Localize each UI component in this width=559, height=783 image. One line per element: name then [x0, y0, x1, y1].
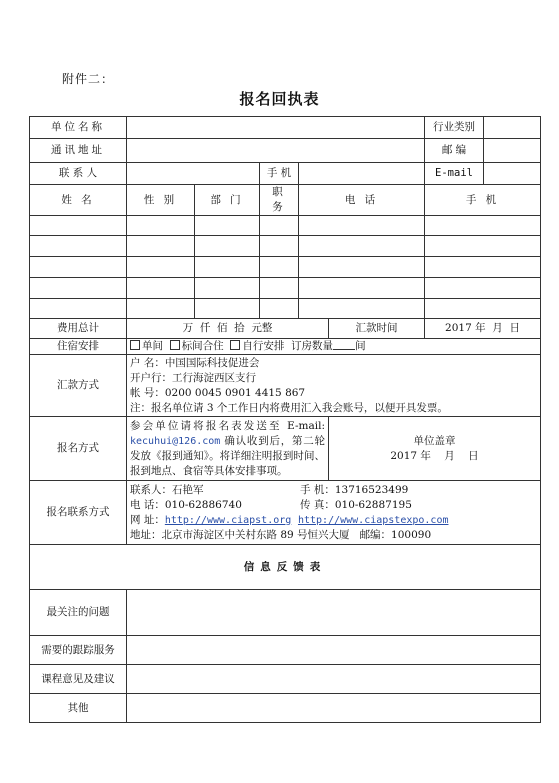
unit-name-row [30, 117, 541, 139]
participant-name-cell[interactable] [30, 257, 127, 278]
account-number: 帐 号：0200 0045 0901 4415 867 [130, 386, 306, 399]
postcode-label: 邮 编 [425, 139, 484, 163]
contact-fax: 传 真：010-62887195 [300, 498, 412, 511]
mobile-field[interactable] [299, 163, 425, 185]
website-link-1[interactable]: http://www.ciapst.org [164, 514, 292, 526]
website-link-2[interactable]: http://www.ciapstexpo.com [297, 514, 449, 526]
remit-row [30, 355, 541, 417]
contact-info-label: 报名联系方式 [30, 481, 127, 545]
feedback-q1-field[interactable] [127, 590, 541, 636]
contact-mobile: 手 机：13716523499 [300, 483, 409, 496]
single-room-label: 单间 [142, 340, 163, 352]
feedback-q2-label: 需要的跟踪服务 [30, 636, 127, 665]
feedback-row [30, 665, 541, 694]
contact-line-1 [130, 483, 537, 498]
website-label: 网 址： [130, 513, 165, 526]
participant-phone-cell[interactable] [299, 257, 425, 278]
feedback-row [30, 590, 541, 636]
col-header-position: 职 务 [260, 185, 299, 216]
feedback-q4-label: 其他 [30, 694, 127, 723]
remit-details [127, 355, 541, 417]
email-label: E-mail [425, 163, 484, 185]
feedback-title-row [30, 545, 541, 590]
contact-line-4 [130, 528, 537, 543]
participant-position-cell[interactable] [260, 236, 299, 257]
feedback-title: 信息反馈表 [30, 545, 541, 590]
contact-person: 联系人：石艳军 [130, 483, 204, 496]
self-arrange-label: 自行安排 [242, 340, 285, 352]
signup-method-label: 报名方式 [30, 417, 127, 481]
participants-header-row [30, 185, 541, 216]
feedback-q3-label: 课程意见及建议 [30, 665, 127, 694]
participant-phone-cell[interactable] [299, 216, 425, 236]
fee-total-label: 费用总计 [30, 319, 127, 339]
signup-text-before: 参会单位请将报名表发送至 E-mail: [130, 419, 325, 432]
participant-name-cell[interactable] [30, 278, 127, 299]
participant-position-cell[interactable] [260, 299, 299, 319]
room-count-field[interactable] [333, 339, 355, 350]
seal-cell [329, 417, 541, 481]
signup-row [30, 417, 541, 481]
mobile-label: 手 机 [260, 163, 299, 185]
postcode-field[interactable] [484, 139, 541, 163]
shared-room-label: 标间合住 [181, 340, 224, 352]
participant-name-cell[interactable] [30, 216, 127, 236]
address-row [30, 139, 541, 163]
participant-department-cell[interactable] [195, 278, 260, 299]
signup-text-after: 确认收到后，第二轮发放《报到通知》。将详细注明报到时间、报到地点、食宿等具体安排事项。 [130, 434, 325, 477]
participant-gender-cell[interactable] [127, 257, 195, 278]
room-unit-label: 间 [355, 340, 366, 352]
feedback-row [30, 694, 541, 723]
participant-position-cell[interactable] [260, 278, 299, 299]
room-count-label: 订房数量 [291, 340, 334, 352]
participant-department-cell[interactable] [195, 236, 260, 257]
participant-mobile-cell[interactable] [425, 299, 541, 319]
participant-row [30, 278, 541, 299]
fee-amount-units[interactable]: 万 仟 佰 拾 元整 [127, 319, 329, 339]
signup-instructions [127, 417, 329, 481]
participant-department-cell[interactable] [195, 216, 260, 236]
contact-postcode: 邮编：100090 [359, 528, 432, 541]
attachment-label: 附件二： [62, 72, 115, 86]
feedback-q2-field[interactable] [127, 636, 541, 665]
participant-mobile-cell[interactable] [425, 216, 541, 236]
participant-gender-cell[interactable] [127, 236, 195, 257]
participant-mobile-cell[interactable] [425, 236, 541, 257]
contact-line-2 [130, 498, 537, 513]
contact-info-row [30, 481, 541, 545]
contact-person-label: 联 系 人 [30, 163, 127, 185]
participant-gender-cell[interactable] [127, 216, 195, 236]
lodging-options [127, 339, 541, 355]
shared-room-checkbox[interactable] [170, 340, 180, 350]
self-arrange-checkbox[interactable] [230, 340, 240, 350]
single-room-checkbox[interactable] [130, 340, 140, 350]
seal-date: 2017 年 月 日 [390, 449, 479, 462]
signup-email-link[interactable]: kecuhui@126.com [130, 435, 221, 447]
participant-gender-cell[interactable] [127, 278, 195, 299]
address-field[interactable] [127, 139, 425, 163]
remit-method-label: 汇款方式 [30, 355, 127, 417]
unit-name-label: 单位名称 [30, 117, 127, 139]
participant-mobile-cell[interactable] [425, 257, 541, 278]
lodging-row [30, 339, 541, 355]
address-label: 通讯地址 [30, 139, 127, 163]
feedback-q3-field[interactable] [127, 665, 541, 694]
col-header-mobile: 手 机 [425, 185, 541, 216]
participant-mobile-cell[interactable] [425, 278, 541, 299]
contact-row [30, 163, 541, 185]
col-header-department: 部 门 [195, 185, 260, 216]
col-header-gender: 性 别 [127, 185, 195, 216]
lodging-label: 住宿安排 [30, 339, 127, 355]
participant-position-cell[interactable] [260, 216, 299, 236]
participant-phone-cell[interactable] [299, 236, 425, 257]
participant-position-cell[interactable] [260, 257, 299, 278]
contact-person-field[interactable] [127, 163, 260, 185]
contact-line-3 [130, 513, 537, 528]
participant-phone-cell[interactable] [299, 299, 425, 319]
participant-row [30, 257, 541, 278]
feedback-q1-label: 最关注的问题 [30, 590, 127, 636]
participant-gender-cell[interactable] [127, 299, 195, 319]
contact-info-details [127, 481, 541, 545]
email-field[interactable] [484, 163, 541, 185]
registration-form-table [29, 116, 541, 723]
participant-row [30, 299, 541, 319]
participant-phone-cell[interactable] [299, 278, 425, 299]
col-header-phone: 电 话 [299, 185, 425, 216]
feedback-q4-field[interactable] [127, 694, 541, 723]
contact-phone: 电 话：010-62886740 [130, 498, 242, 511]
participant-row [30, 236, 541, 257]
participant-name-cell[interactable] [30, 236, 127, 257]
participant-name-cell[interactable] [30, 299, 127, 319]
seal-label: 单位盖章 [413, 434, 456, 447]
col-header-name: 姓 名 [30, 185, 127, 216]
contact-address: 地址：北京市海淀区中关村东路 89 号恒兴大厦 [130, 528, 350, 541]
industry-field[interactable] [484, 117, 541, 139]
remit-time-label: 汇款时间 [329, 319, 425, 339]
participant-department-cell[interactable] [195, 257, 260, 278]
industry-label: 行业类别 [425, 117, 484, 139]
participant-row [30, 216, 541, 236]
remit-note: 注：报名单位请 3 个工作日内将费用汇入我会账号，以便开具发票。 [130, 401, 448, 414]
fee-row [30, 319, 541, 339]
account-name: 户 名：中国国际科技促进会 [130, 356, 260, 369]
bank-name: 开户行：工行海淀西区支行 [130, 371, 256, 384]
feedback-row [30, 636, 541, 665]
participant-department-cell[interactable] [195, 299, 260, 319]
remit-time-value[interactable]: 2017 年 月 日 [425, 319, 541, 339]
unit-name-field[interactable] [127, 117, 425, 139]
page-title: 报名回执表 [239, 90, 320, 108]
